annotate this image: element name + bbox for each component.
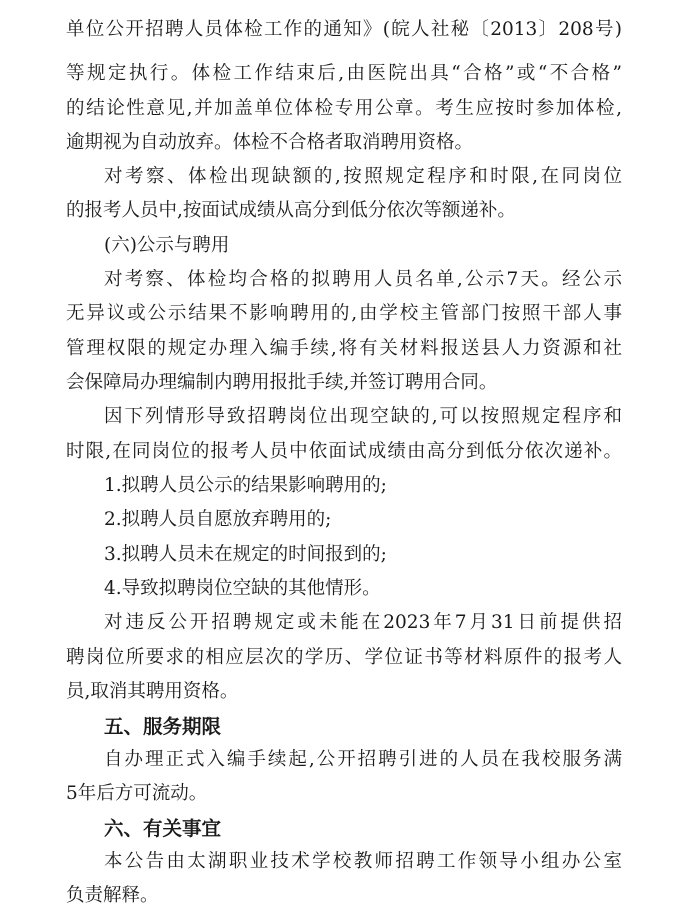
- body-line: 聘岗位所要求的相应层次的学历、学位证书等材料原件的报考人: [66, 647, 622, 668]
- list-item: 1.拟聘人员公示的结果影响聘用的;: [104, 475, 387, 496]
- list-item: 4.导致拟聘岗位空缺的其他情形。: [104, 578, 381, 599]
- body-line: 逾期视为自动放弃。体检不合格者取消聘用资格。: [66, 132, 474, 153]
- section-heading: 五、服务期限: [104, 715, 222, 738]
- section-heading: 六、有关事宜: [104, 817, 222, 840]
- body-line: 单位公开招聘人员体检工作的通知》(皖人社秘〔2013〕208号): [66, 19, 622, 40]
- body-line: 无异议或公示结果不影响聘用的,由学校主管部门按照干部人事: [66, 303, 622, 324]
- body-line: 负责解释。: [66, 885, 159, 906]
- paragraph-first-line: 因下列情形导致招聘岗位出现空缺的,可以按照规定程序和: [104, 406, 622, 427]
- body-line: 员,取消其聘用资格。: [66, 681, 239, 702]
- paragraph-first-line: 本公告由太湖职业技术学校教师招聘工作领导小组办公室: [104, 851, 622, 872]
- list-item: 3.拟聘人员未在规定的时间报到的;: [104, 544, 387, 565]
- list-item: 2.拟聘人员自愿放弃聘用的;: [104, 509, 332, 530]
- paragraph-first-line: 对违反公开招聘规定或未能在2023年7月31日前提供招: [104, 612, 622, 633]
- paragraph-first-line: 自办理正式入编手续起,公开招聘引进的人员在我校服务满: [104, 749, 622, 770]
- body-line: 等规定执行。体检工作结束后,由医院出具“合格”或“不合格”: [66, 63, 622, 84]
- body-line: 会保障局办理编制内聘用报批手续,并签订聘用合同。: [66, 372, 498, 393]
- body-line: 的报考人员中,按面试成绩从高分到低分依次等额递补。: [66, 200, 516, 221]
- section-subheading: (六)公示与聘用: [104, 235, 230, 256]
- body-line: 管理权限的规定办理入编手续,将有关材料报送县人力资源和社: [66, 338, 622, 359]
- body-line: 的结论性意见,并加盖单位体检专用公章。考生应按时参加体检,: [66, 98, 622, 119]
- body-line: 5年后方可流动。: [66, 783, 208, 804]
- paragraph-first-line: 对考察、体检均合格的拟聘用人员名单,公示7天。经公示: [104, 269, 622, 290]
- body-line: 时限,在同岗位的报考人员中依面试成绩由高分到低分依次递补。: [66, 441, 622, 462]
- paragraph-first-line: 对考察、体检出现缺额的,按照规定程序和时限,在同岗位: [104, 166, 622, 187]
